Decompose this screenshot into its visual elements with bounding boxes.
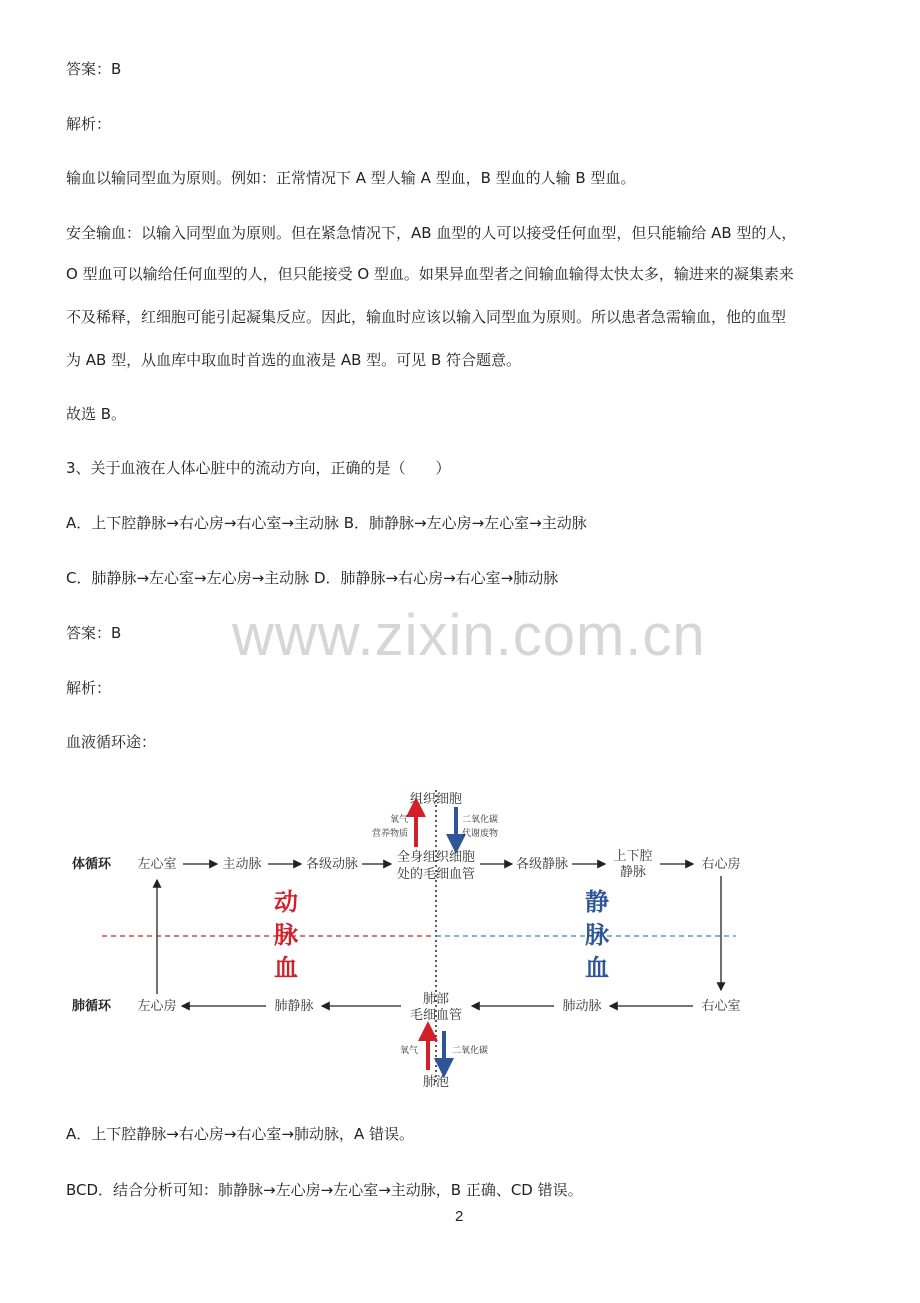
systemic-circulation-label: 体循环 [72, 857, 112, 872]
lung-capillaries-node: 毛细血管 [409, 1008, 463, 1023]
alveoli-label: 肺泡 [422, 1075, 450, 1090]
lung-capillaries-node: 肺部 [422, 992, 450, 1007]
text-line: 血液循环途： [66, 733, 157, 751]
pulmonary-vein-node: 肺静脉 [274, 999, 314, 1014]
analysis-heading-2: 解析： [66, 679, 112, 697]
question-3: 3、关于血液在人体心脏中的流动方向，正确的是（ ） [66, 459, 451, 477]
text-line: O 型血可以输给任何血型的人，但只能接受 O 型血。如果异血型者之间输血输得太快太多，输进来的凝集素来 [66, 265, 794, 283]
text-line: 输血以输同型血为原则。例如：正常情况下 A 型人输 A 型血，B 型血的人输 B 型血。 [66, 169, 636, 187]
co2-label: 二氧化碳 [452, 1046, 489, 1056]
analysis-heading-1: 解析： [66, 115, 112, 133]
watermark: www.zixin.com.cn [232, 603, 706, 668]
explanation-a: A．上下腔静脉→右心房→右心室→肺动脉，A 错误。 [66, 1125, 414, 1143]
co2-waste-label: 二氧化碳 [462, 815, 499, 825]
blood-circulation-diagram [60, 782, 750, 1092]
vena-cava-node: 上下腔 [613, 849, 653, 864]
venous-blood-label: 血 [585, 954, 609, 982]
left-ventricle-node: 左心室 [137, 857, 177, 872]
venous-blood-label: 脉 [585, 921, 609, 949]
left-atrium-node: 左心房 [137, 999, 177, 1014]
right-atrium-node: 右心房 [701, 857, 741, 872]
aorta-node: 主动脉 [222, 857, 262, 872]
option-ab: A．上下腔静脉→右心房→右心室→主动脉 B．肺静脉→左心房→左心室→主动脉 [66, 514, 587, 532]
veins-node: 各级静脉 [515, 857, 569, 872]
pulmonary-artery-node: 肺动脉 [562, 999, 602, 1014]
oxygen-label: 氧气 [399, 1046, 418, 1056]
option-cd: C．肺静脉→左心室→左心房→主动脉 D．肺静脉→右心房→右心室→肺动脉 [66, 569, 559, 587]
arteries-node: 各级动脉 [305, 857, 359, 872]
body-capillaries-node: 全身组织细胞 [396, 850, 476, 865]
right-ventricle-node: 右心室 [701, 999, 741, 1014]
answer-line-2: 答案：B [66, 624, 122, 642]
arterial-blood-label: 动 [274, 888, 298, 916]
oxygen-nutrients-label: 营养物质 [371, 829, 408, 839]
answer-line-1: 答案：B [66, 60, 122, 78]
oxygen-nutrients-label: 氧气 [389, 815, 408, 825]
text-line: 不及稀释，红细胞可能引起凝集反应。因此，输血时应该以输入同型血为原则。所以患者急需输血，他的血型 [66, 308, 787, 326]
tissue-cells-label: 组织细胞 [409, 792, 463, 807]
co2-waste-label: 代谢废物 [462, 829, 499, 839]
text-line: 为 AB 型，从血库中取血时首选的血液是 AB 型。可见 B 符合题意。 [66, 351, 522, 369]
arterial-blood-label: 脉 [274, 921, 298, 949]
page-number: 2 [455, 1208, 464, 1225]
body-capillaries-node: 处的毛细血管 [396, 867, 476, 882]
arterial-blood-label: 血 [274, 954, 298, 982]
text-line: 安全输血：以输入同型血为原则。但在紧急情况下，AB 血型的人可以接受任何血型，但只能输给 AB 型的人， [66, 224, 797, 242]
vena-cava-node: 静脉 [619, 865, 647, 880]
conclusion-line: 故选 B。 [66, 405, 127, 423]
pulmonary-circulation-label: 肺循环 [72, 999, 112, 1014]
explanation-bcd: BCD．结合分析可知：肺静脉→左心房→左心室→主动脉，B 正确、CD 错误。 [66, 1181, 583, 1199]
venous-blood-label: 静 [585, 888, 609, 916]
